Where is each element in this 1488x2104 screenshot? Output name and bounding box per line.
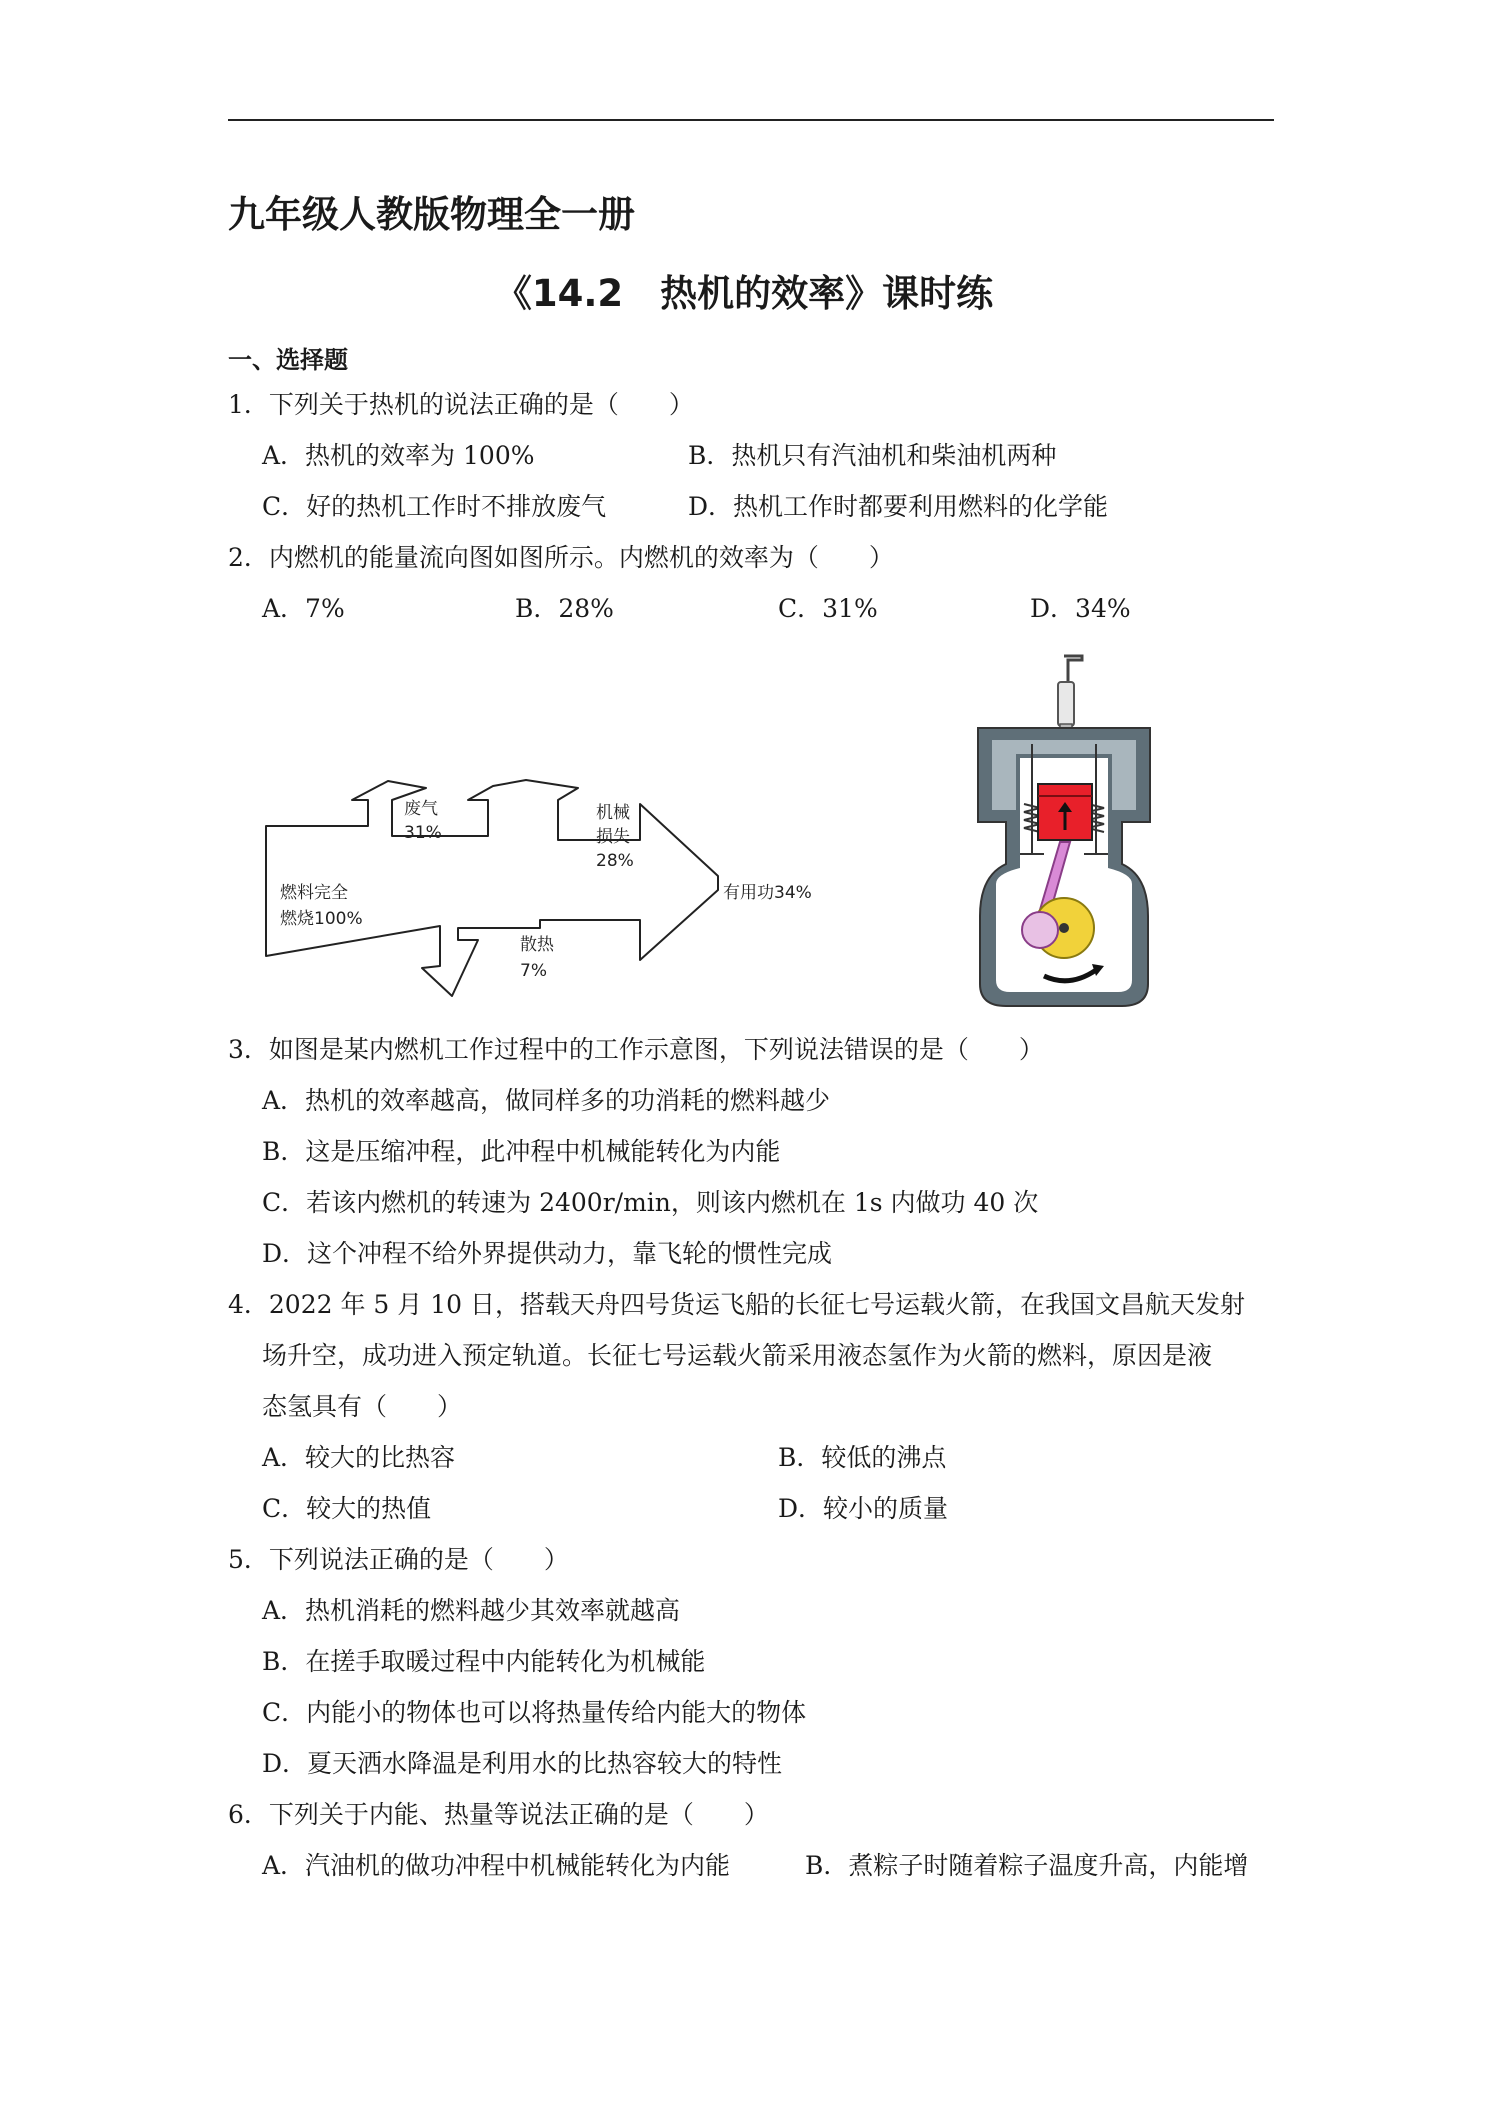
label-mechanical-line3: 28%: [596, 851, 634, 871]
label-heat-line1: 散热: [520, 935, 554, 955]
section-heading: 一、选择题: [228, 346, 348, 374]
question-6-stem: 6．下列关于内能、热量等说法正确的是（ ）: [228, 1800, 769, 1829]
question-2-option-a: A．7%: [262, 594, 345, 623]
label-useful-work: 有用功34%: [723, 883, 812, 903]
question-3-option-a: A．热机的效率越高，做同样多的功消耗的燃料越少: [262, 1086, 831, 1115]
question-2-option-c: C．31%: [778, 594, 878, 623]
question-1-stem: 1．下列关于热机的说法正确的是（ ）: [228, 390, 694, 419]
top-rule: [228, 119, 1274, 121]
question-5-option-b: B．在搓手取暖过程中内能转化为机械能: [262, 1647, 706, 1676]
question-5-option-c: C．内能小的物体也可以将热量传给内能大的物体: [262, 1698, 807, 1727]
energy-flow-diagram: [258, 778, 908, 1018]
question-4-option-b: B．较低的沸点: [778, 1443, 947, 1472]
label-mechanical-line2: 损失: [596, 827, 630, 847]
label-fuel-line1: 燃料完全: [280, 883, 348, 903]
question-3-option-d: D．这个冲程不给外界提供动力，靠飞轮的惯性完成: [262, 1239, 833, 1268]
question-4-stem-line1: 4．2022 年 5 月 10 日，搭载天舟四号货运飞船的长征七号运载火箭，在我国文昌航天发射: [228, 1290, 1245, 1319]
question-1-option-b: B．热机只有汽油机和柴油机两种: [688, 441, 1057, 470]
question-2-stem: 2．内燃机的能量流向图如图所示。内燃机的效率为（ ）: [228, 543, 894, 572]
question-1-option-c: C．好的热机工作时不排放废气: [262, 492, 607, 521]
question-6-option-b: B．煮粽子时随着粽子温度升高，内能增: [805, 1851, 1249, 1880]
question-3-stem: 3．如图是某内燃机工作过程中的工作示意图，下列说法错误的是（ ）: [228, 1035, 1044, 1064]
label-exhaust-line2: 31%: [404, 823, 442, 843]
engine-cylinder-illustration: [972, 654, 1156, 1010]
question-5-option-d: D．夏天洒水降温是利用水的比热容较大的特性: [262, 1749, 783, 1778]
question-1-option-d: D．热机工作时都要利用燃料的化学能: [688, 492, 1109, 521]
question-2-option-b: B．28%: [515, 594, 614, 623]
question-6-option-a: A．汽油机的做功冲程中机械能转化为内能: [262, 1851, 731, 1880]
question-4-stem-line3: 态氢具有（ ）: [262, 1392, 463, 1421]
question-4-stem-line2: 场升空，成功进入预定轨道。长征七号运载火箭采用液态氢作为火箭的燃料，原因是液: [262, 1341, 1213, 1370]
piston: [1038, 784, 1092, 840]
label-heat-line2: 7%: [520, 961, 547, 981]
label-exhaust-line1: 废气: [404, 799, 438, 819]
page-title: 九年级人教版物理全一册: [228, 193, 635, 236]
question-3-option-b: B．这是压缩冲程，此冲程中机械能转化为内能: [262, 1137, 781, 1166]
question-4-option-d: D．较小的质量: [778, 1494, 949, 1523]
page-subtitle: 《14.2 热机的效率》课时练: [494, 272, 994, 315]
question-1-option-a: A．热机的效率为 100%: [262, 441, 535, 470]
question-4-option-c: C．较大的热值: [262, 1494, 432, 1523]
question-4-option-a: A．较大的比热容: [262, 1443, 456, 1472]
question-2-option-d: D．34%: [1030, 594, 1131, 623]
label-mechanical-line1: 机械: [596, 803, 630, 823]
question-5-option-a: A．热机消耗的燃料越少其效率就越高: [262, 1596, 681, 1625]
label-fuel-line2: 燃烧100%: [280, 909, 363, 929]
question-5-stem: 5．下列说法正确的是（ ）: [228, 1545, 569, 1574]
spark-plug: [1058, 656, 1082, 738]
question-3-option-c: C．若该内燃机的转速为 2400r/min，则该内燃机在 1s 内做功 40 次: [262, 1188, 1039, 1217]
